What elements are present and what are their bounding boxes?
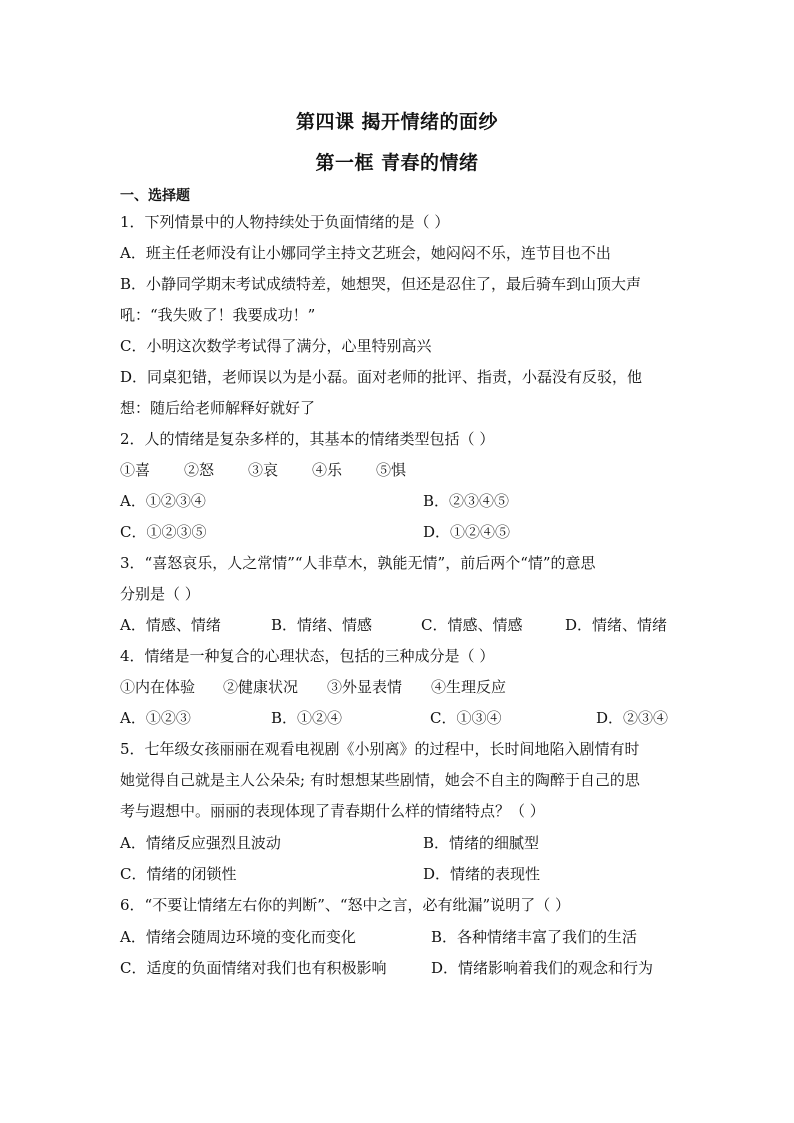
question-2-item: ③哀 [248,461,279,479]
question-1-stem: 1．下列情景中的人物持续处于负面情绪的是（ ） [120,213,450,231]
section-heading: 一、选择题 [120,188,190,204]
lesson-title: 第四课 揭开情绪的面纱 [295,111,499,133]
question-2-stem: 2．人的情绪是复杂多样的，其基本的情绪类型包括（ ） [120,430,495,448]
question-2-item: ④乐 [312,461,343,479]
question-6-stem: 6．“不要让情绪左右你的判断”、“怒中之言，必有纰漏”说明了（ ） [120,896,570,914]
question-6-option-b: B．各种情绪丰富了我们的生活 [431,928,638,946]
question-6-option-d: D．情绪影响着我们的观念和行为 [431,959,654,977]
question-3-option-b: B．情绪、情感 [271,616,373,634]
question-4-option-b: B．①②④ [271,709,343,727]
question-2-item: ⑤惧 [376,461,407,479]
question-5-option-a: A．情绪反应强烈且波动 [120,834,281,852]
question-3-option-a: A．情感、情绪 [120,616,221,634]
question-5-stem-cont-2: 考与遐想中。丽丽的表现体现了青春期什么样的情绪特点？（ ） [120,802,545,820]
question-1-option-a: A．班主任老师没有让小娜同学主持文艺班会，她闷闷不乐，连节目也不出 [120,244,611,262]
question-3-stem: 3．“喜怒哀乐，人之常情”“人非草木，孰能无情”，前后两个“情”的意思 [120,554,596,572]
question-6-option-c: C．适度的负面情绪对我们也有积极影响 [120,959,387,977]
question-5-stem: 5．七年级女孩丽丽在观看电视剧《小别离》的过程中，长时间地陷入剧情有时 [120,740,640,758]
question-5-stem-cont-1: 她觉得自己就是主人公朵朵; 有时想想某些剧情，她会不自主的陶醉于自己的思 [120,771,640,789]
question-3-option-c: C．情感、情感 [421,616,523,634]
question-4-item: ②健康状况 [223,678,299,696]
question-2-option-a: A．①②③④ [120,492,206,510]
question-2-item: ①喜 [120,461,151,479]
question-1-option-d: D．同桌犯错，老师误以为是小磊。面对老师的批评、指责，小磊没有反驳，他 [120,368,643,386]
question-4-item: ④生理反应 [431,678,507,696]
question-4-option-a: A．①②③ [120,709,191,727]
question-2-option-d: D．①②④⑤ [423,523,511,541]
question-5-option-c: C．情绪的闭锁性 [120,865,237,883]
question-6-option-a: A．情绪会随周边环境的变化而变化 [120,928,356,946]
section-subtitle: 第一框 青春的情绪 [315,152,479,174]
question-4-item: ③外显表情 [327,678,403,696]
question-3-stem-cont: 分别是（ ） [120,585,200,603]
question-2-option-b: B．②③④⑤ [423,492,510,510]
question-5-option-b: B．情绪的细腻型 [423,834,540,852]
question-1-option-d-cont: 想：随后给老师解释好就好了 [120,399,316,417]
question-4-item: ①内在体验 [120,678,196,696]
question-2-item: ②怒 [184,461,215,479]
question-4-option-d: D．②③④ [596,709,669,727]
question-1-option-b: B．小静同学期末考试成绩特差，她想哭，但还是忍住了，最后骑车到山顶大声 [120,275,642,293]
question-1-option-b-cont: 吼：“我失败了！我要成功！” [120,306,316,324]
question-3-option-d: D．情绪、情绪 [565,616,668,634]
question-5-option-d: D．情绪的表现性 [423,865,541,883]
question-4-stem: 4．情绪是一种复合的心理状态，包括的三种成分是（ ） [120,647,495,665]
question-2-option-c: C．①②③⑤ [120,523,207,541]
question-1-option-c: C．小明这次数学考试得了满分，心里特别高兴 [120,337,432,355]
question-4-option-c: C．①③④ [430,709,502,727]
